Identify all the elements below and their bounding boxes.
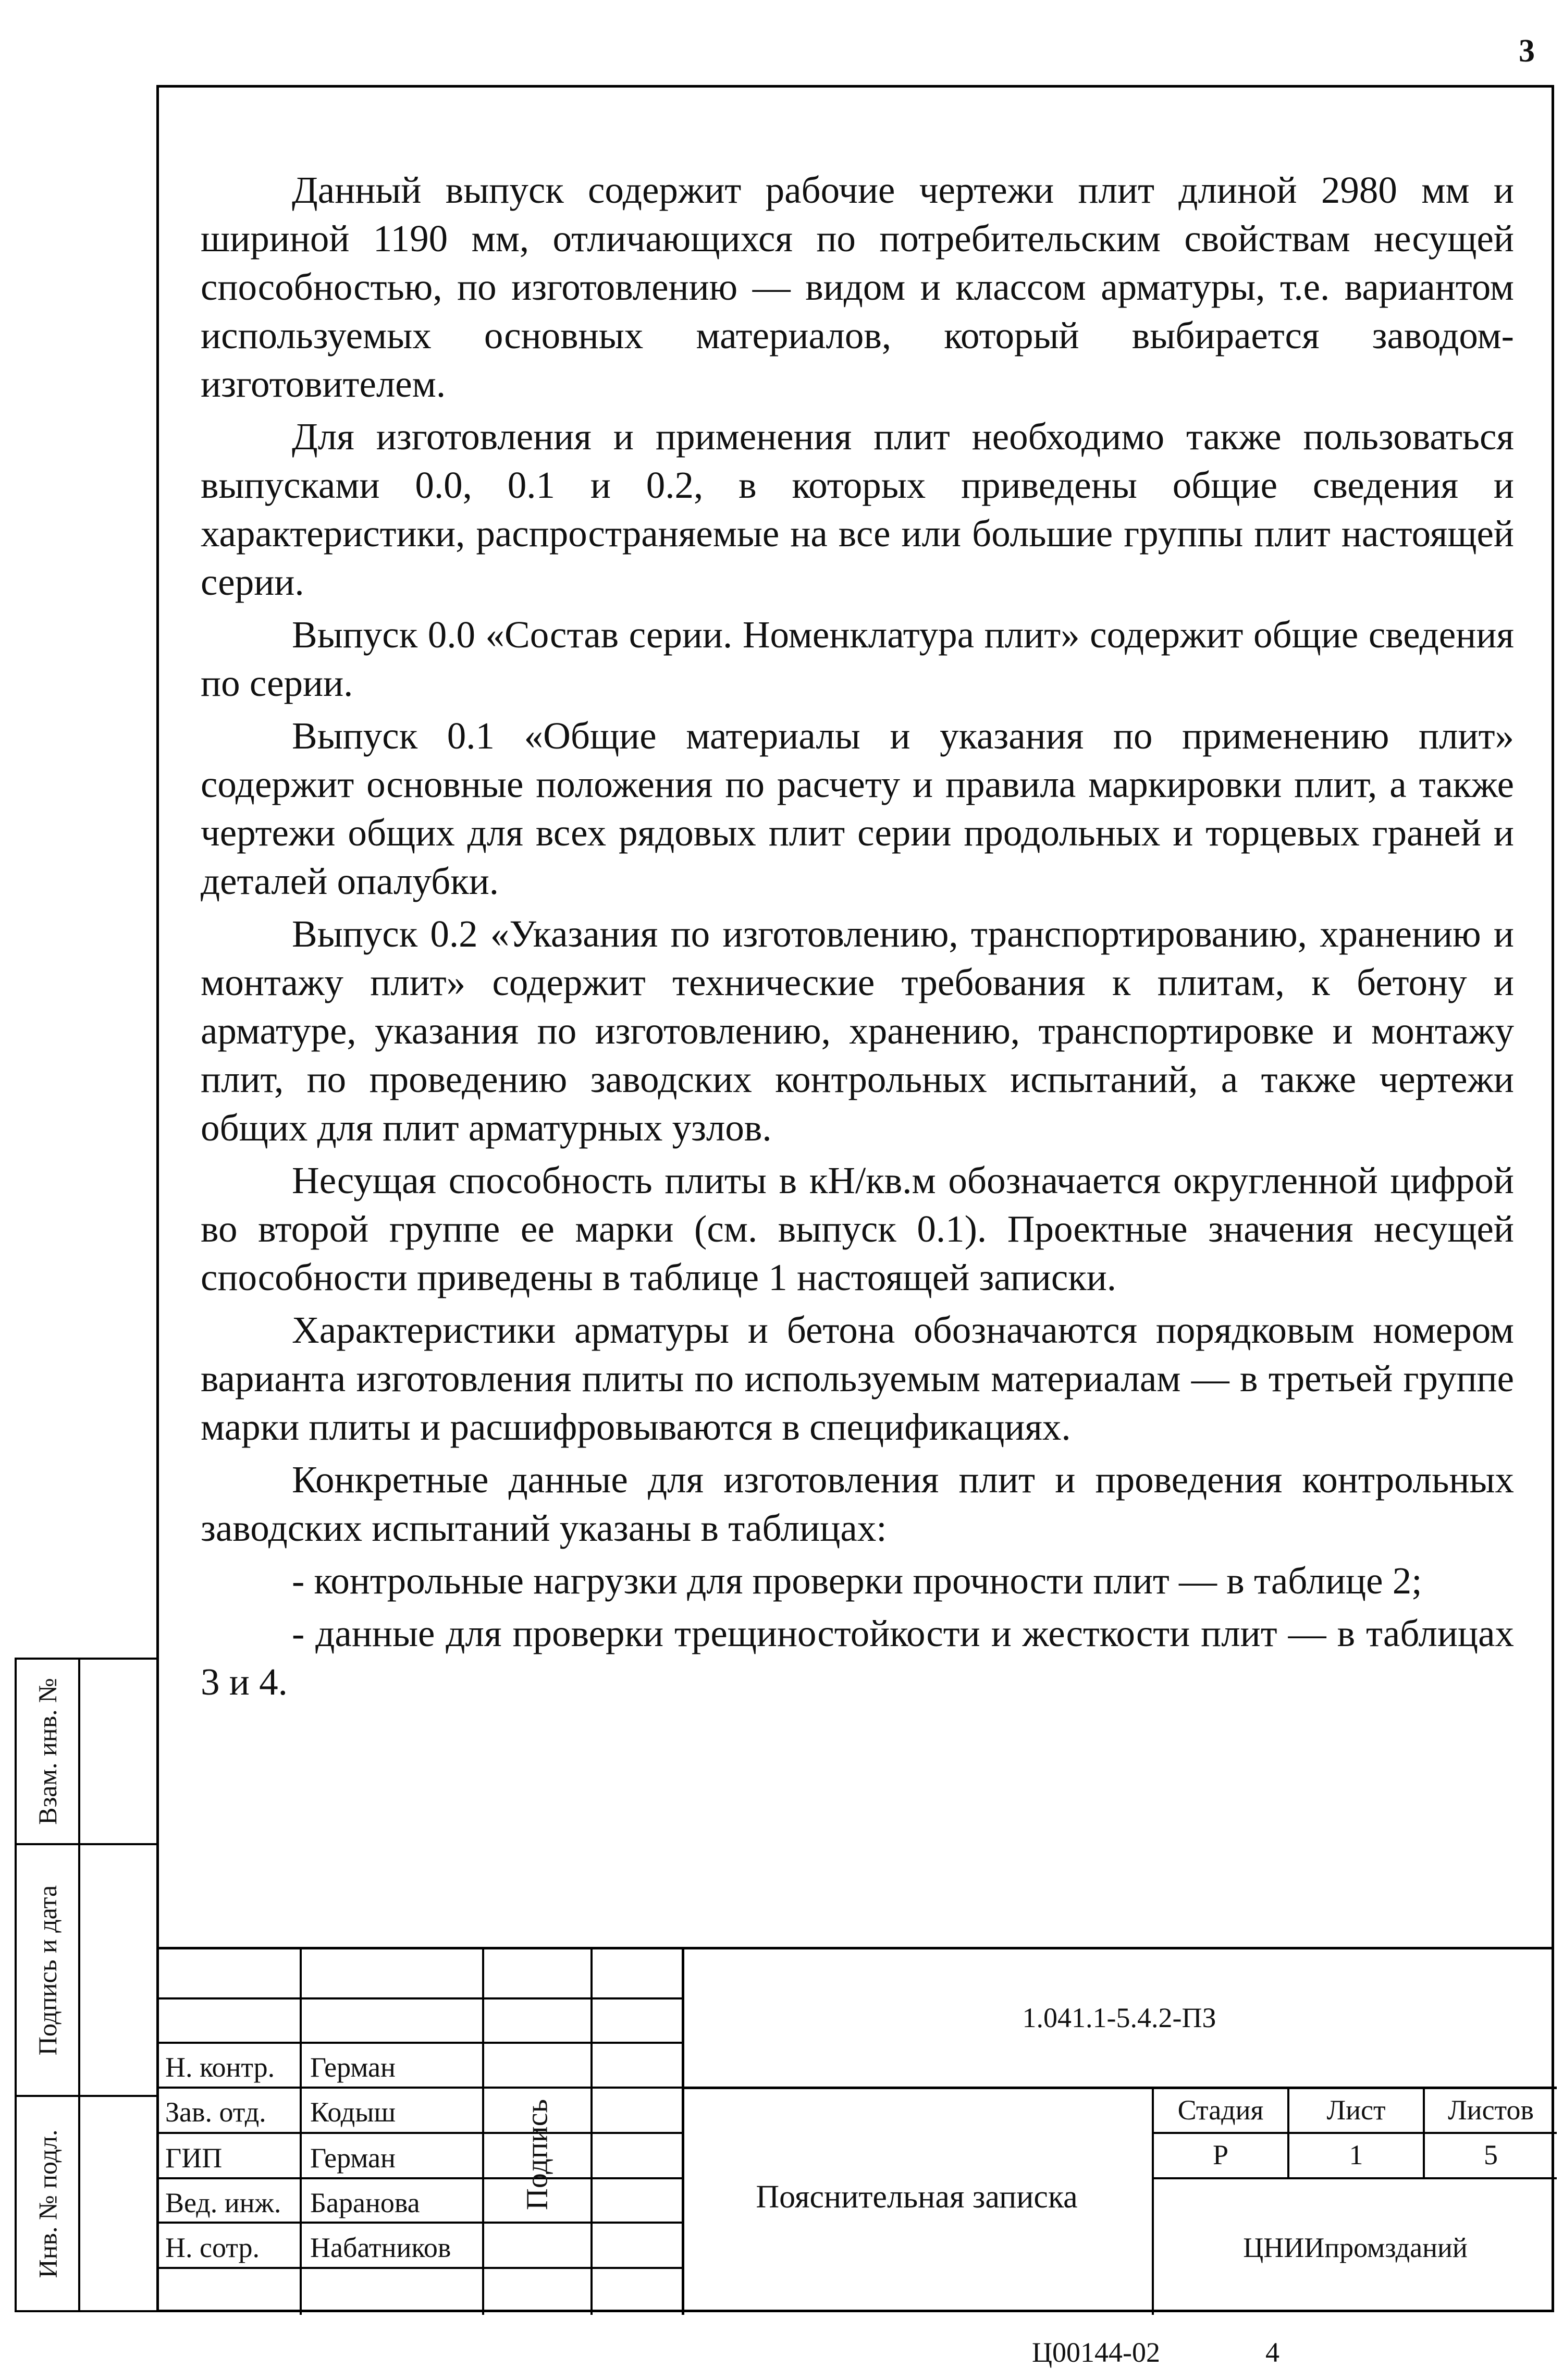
side-value-cell — [80, 1660, 157, 1843]
document-title: Пояснительная записка — [756, 2179, 1078, 2215]
sheets-value: 5 — [1484, 2139, 1498, 2170]
sheet-label: Лист — [1326, 2094, 1386, 2126]
grid-line — [682, 2087, 1557, 2089]
side-label-cell — [17, 1660, 80, 1843]
grid-line — [159, 2042, 682, 2044]
grid-line — [1152, 2132, 1557, 2134]
body-text — [201, 166, 1514, 1710]
paragraph: Характеристики арматуры и бетона обозначаются порядковым номером варианта изготовления плиты по используемым материалам — в третьей группе марки плиты и расшифровываются в спецификациях. — [201, 1309, 1514, 1448]
paragraph: Данный выпуск содержит рабочие чертежи плит длиной 2980 мм и шириной 1190 мм, отличающихся по потребительским свойствам несущей способностью, по изготовлению — видом и классом арматуры, т.е. вариантом используемых основных материалов, который выбирается заводом-изготовителем. — [201, 169, 1514, 405]
list-item: - контрольные нагрузки для проверки прочности плит — в таблице 2; — [292, 1560, 1422, 1602]
side-label-cell — [17, 1845, 80, 2095]
grid-line — [159, 1997, 682, 1999]
role-cell: Вед. инж. — [165, 2187, 281, 2218]
side-value-cell — [80, 2097, 157, 2310]
title-block — [156, 1947, 1554, 2312]
paragraph: Выпуск 0.1 «Общие материалы и указания по применению плит» содержит основные положения по расчету и правила маркировки плит, а также чертежи общих для всех рядовых плит серии продольных и торцевых граней и деталей опалубки. — [201, 715, 1514, 902]
grid-line — [159, 2267, 682, 2269]
grid-line — [159, 2222, 682, 2224]
grid-line — [159, 2132, 682, 2134]
stage-label: Стадия — [1177, 2094, 1264, 2126]
stage-value: Р — [1212, 2139, 1229, 2170]
side-label-cell — [17, 2097, 80, 2310]
role-cell: Н. контр. — [165, 2052, 275, 2083]
side-label-replace-inv: Взам. инв. № — [33, 1678, 63, 1825]
name-cell: Герман — [310, 2142, 396, 2174]
side-block-inv-original — [15, 2095, 159, 2312]
grid-line — [1152, 2177, 1557, 2179]
side-value-cell — [80, 1845, 157, 2095]
signature-label: Подпись — [520, 2099, 554, 2210]
paragraph: Выпуск 0.2 «Указания по изготовлению, транспортированию, хранению и монтажу плит» содержит технические требования к плитам, к бетону и арматуре, указания по изготовлению, хранению, транспортировке и монтажу плит, по проведению заводских контрольных испытаний, а также чертежи общих для плит арматурных узлов. — [201, 913, 1514, 1149]
side-block-sign-date — [15, 1843, 159, 2097]
paragraph: Несущая способность плиты в кН/кв.м обозначается округленной цифрой во второй группе ее марки (см. выпуск 0.1). Проектные значения несущей способности приведены в таблице 1 настоящей записки. — [201, 1159, 1514, 1298]
role-cell: ГИП — [165, 2142, 223, 2174]
name-cell: Кодыш — [310, 2096, 396, 2128]
paragraph: Выпуск 0.0 «Состав серии. Номенклатура плит» содержит общие сведения по серии. — [201, 614, 1514, 704]
name-cell: Баранова — [310, 2187, 420, 2218]
side-label-sign-date: Подпись и дата — [33, 1885, 62, 2055]
paragraph: Для изготовления и применения плит необходимо также пользоваться выпусками 0.0, 0.1 и 0.2, в которых приведены общие сведения и характеристики, распространяемые на все или большие группы плит настоящей серии. — [201, 415, 1514, 603]
sheets-label: Листов — [1448, 2094, 1534, 2126]
side-label-inv-original: Инв. № подл. — [33, 2129, 63, 2278]
sheet-value: 1 — [1349, 2139, 1363, 2170]
footer-code: Ц00144-02 — [1032, 2337, 1160, 2368]
paragraph: Конкретные данные для изготовления плит и проведения контрольных заводских испытаний указаны в таблицах: — [201, 1458, 1514, 1549]
organization-name: ЦНИИпромзданий — [1243, 2232, 1468, 2263]
list-item: - данные для проверки трещиностойкости и жесткости плит — в таблицах 3 и 4. — [201, 1612, 1514, 1703]
grid-line — [159, 2087, 682, 2089]
document-code: 1.041.1-5.4.2-ПЗ — [1022, 2002, 1216, 2033]
page-number: 3 — [1519, 33, 1535, 69]
side-block-replace-inv — [15, 1658, 159, 1845]
name-cell: Герман — [310, 2052, 396, 2083]
role-cell: Зав. отд. — [165, 2096, 266, 2128]
grid-line — [159, 2177, 682, 2179]
name-cell: Набатников — [310, 2232, 451, 2263]
role-cell: Н. сотр. — [165, 2232, 260, 2263]
footer-number: 4 — [1265, 2337, 1279, 2368]
